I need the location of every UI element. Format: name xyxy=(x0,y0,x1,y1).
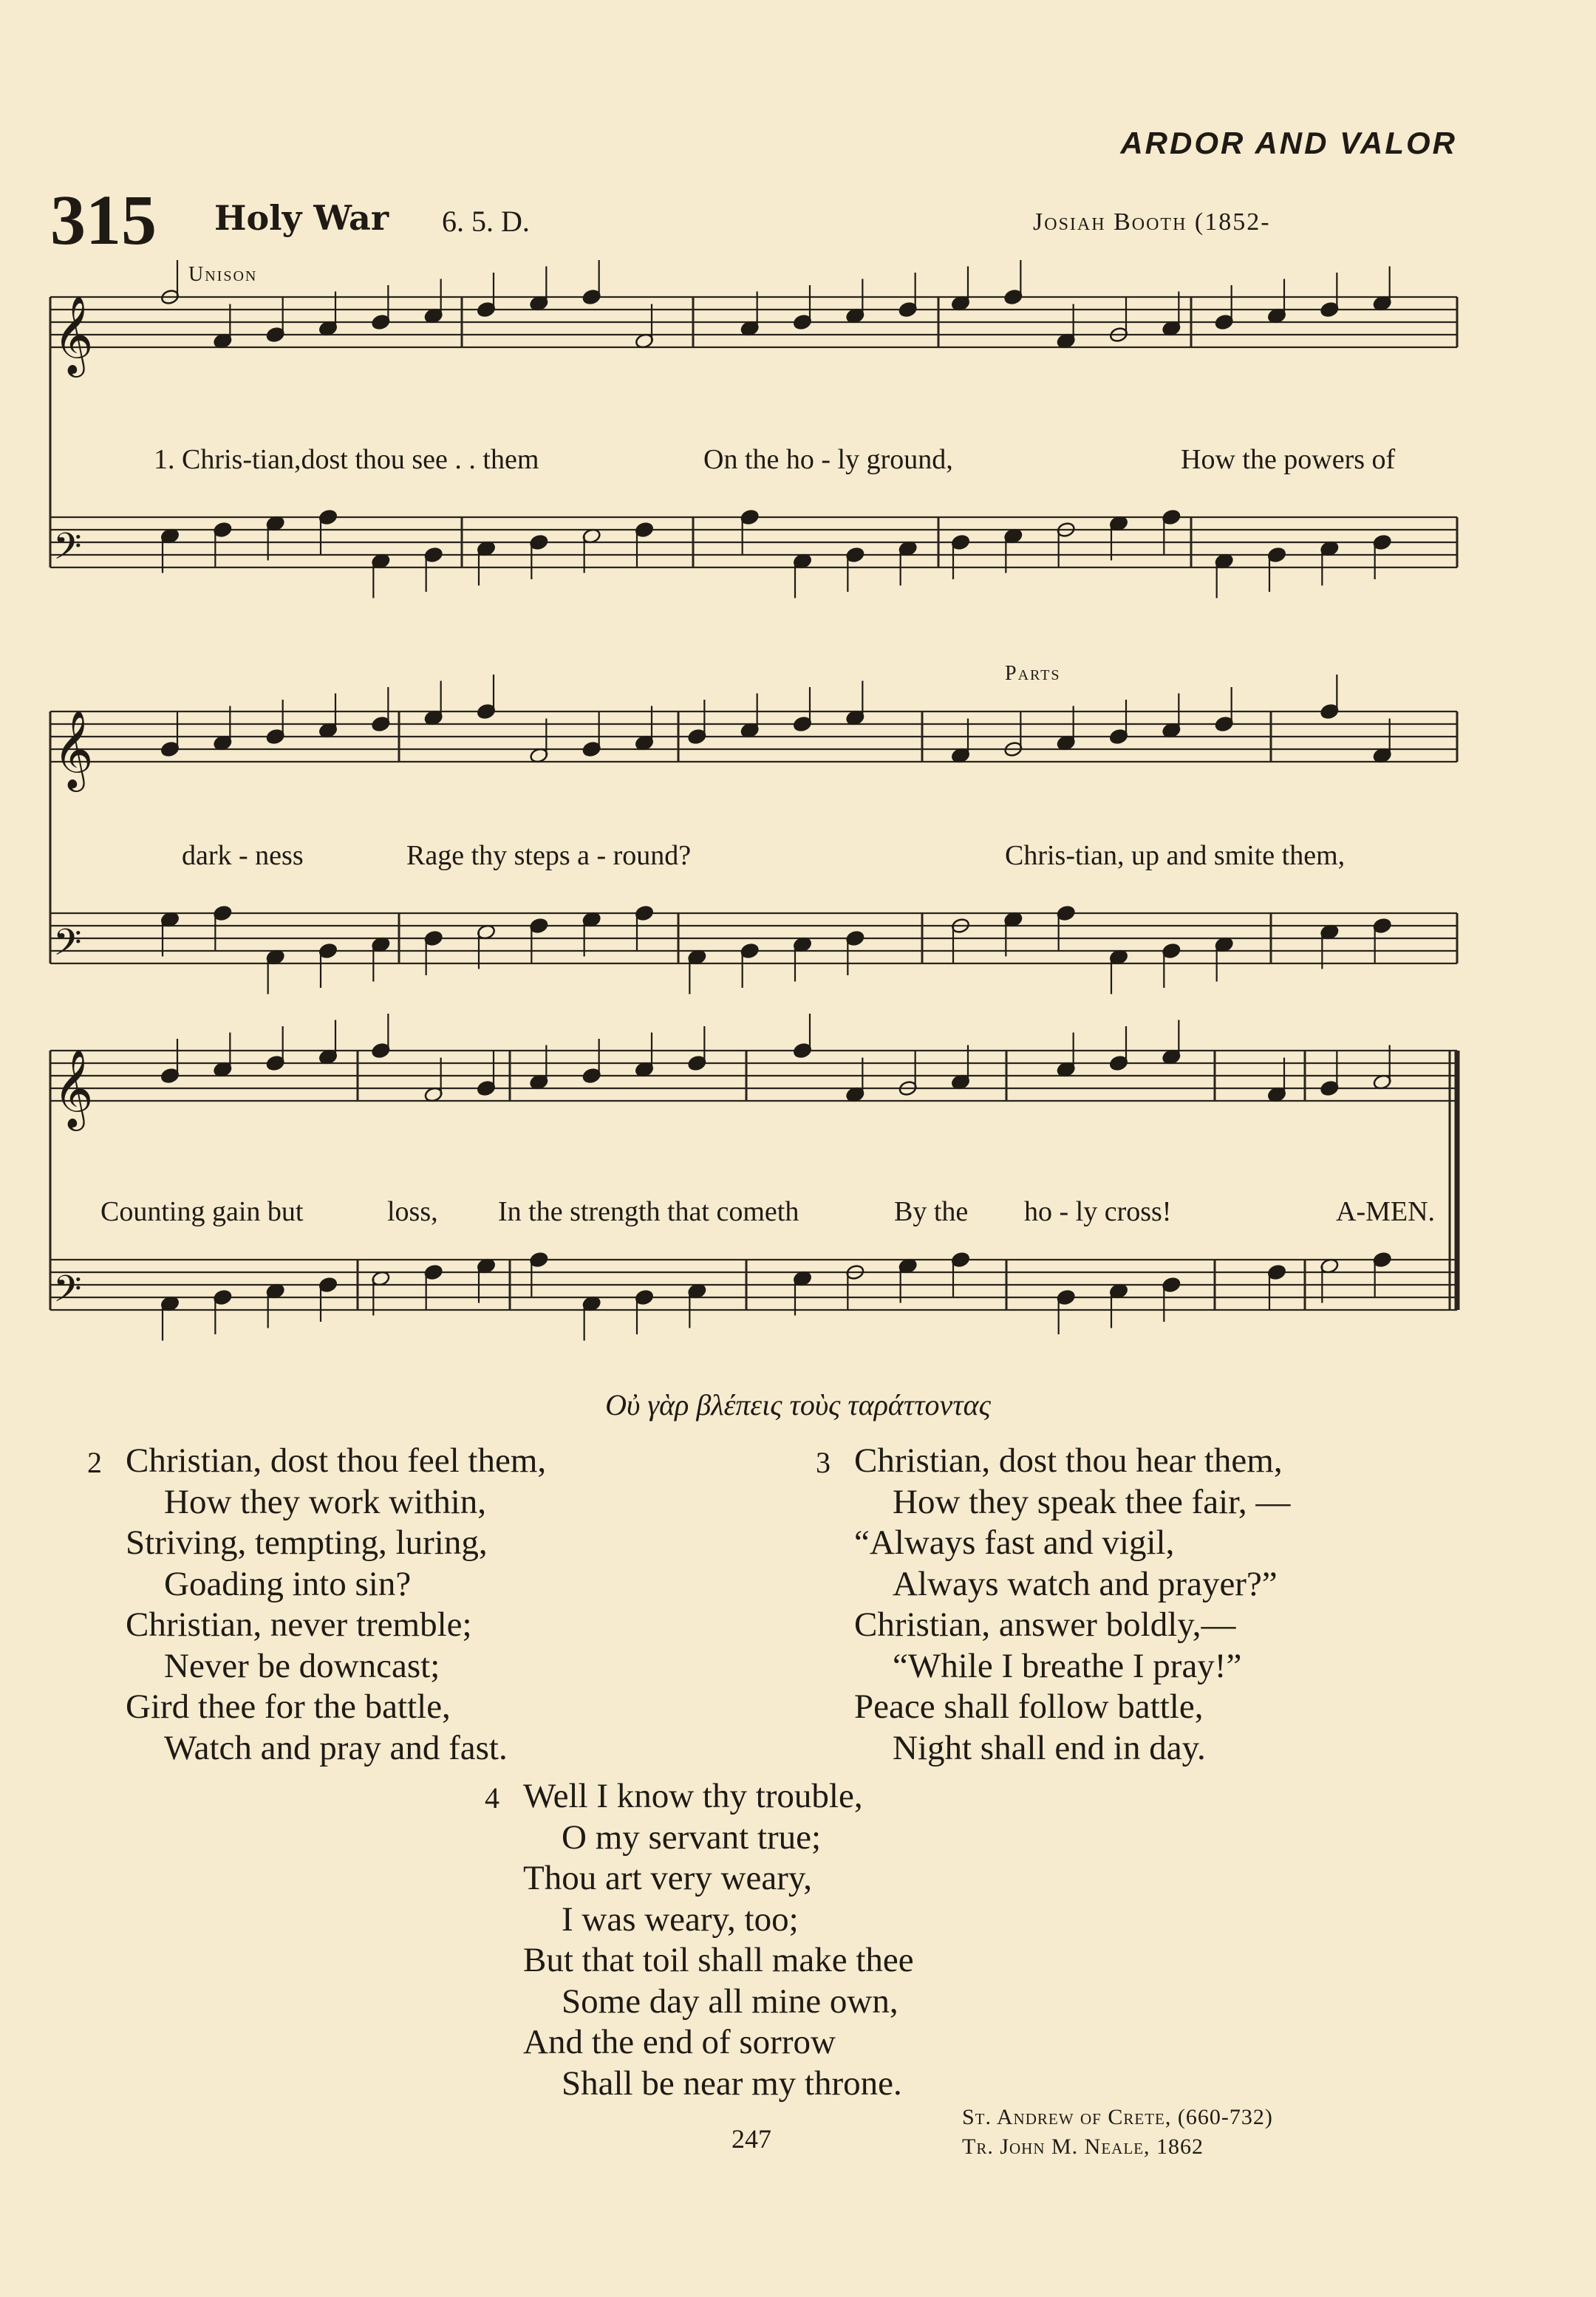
bass-clef: 𝄢 xyxy=(53,1268,82,1320)
stanza-line: “While I breathe I pray!” xyxy=(893,1646,1242,1685)
stanza-line: Gird thee for the battle, xyxy=(126,1687,451,1726)
treble-clef: 𝄞 xyxy=(53,1048,94,1127)
stanza-number: 2 xyxy=(87,1446,102,1479)
parts-label: Parts xyxy=(1005,662,1061,685)
stanza-line: Peace shall follow battle, xyxy=(854,1687,1204,1726)
stanza-3 xyxy=(816,1441,1291,1769)
lyric-line: On the ho - ly ground, xyxy=(703,444,953,475)
stanza-line: Shall be near my throne. xyxy=(562,2064,902,2103)
stanza-line: And the end of sorrow xyxy=(523,2023,836,2061)
stanza-line: I was weary, too; xyxy=(562,1900,799,1939)
bass-clef: 𝄢 xyxy=(53,525,82,577)
stanza-line: Christian, never tremble; xyxy=(126,1605,472,1644)
unison-label: Unison xyxy=(188,263,258,286)
stanza-line: Christian, answer boldly,— xyxy=(854,1605,1236,1644)
stanza-line: How they speak thee fair, — xyxy=(893,1482,1291,1521)
stanza-line: But that toil shall make thee xyxy=(523,1941,914,1979)
page-number: 247 xyxy=(732,2124,771,2154)
lyric-line: How the powers of xyxy=(1181,444,1396,475)
stanza-2 xyxy=(87,1441,547,1769)
tune-name: Holy War xyxy=(214,198,389,238)
meter: 6. 5. D. xyxy=(442,205,530,238)
stanza-line: Goading into sin? xyxy=(164,1564,412,1603)
lyric-line: dark - ness xyxy=(182,840,304,871)
stanza-line: Christian, dost thou feel them, xyxy=(126,1441,547,1480)
translator-credit: Tr. John M. Neale, 1862 xyxy=(962,2134,1204,2159)
lyric-line: By the xyxy=(894,1196,969,1227)
section-title: ARDOR AND VALOR xyxy=(1120,126,1457,160)
lyric-line: Counting gain but xyxy=(100,1196,304,1227)
stanza-line: Thou art very weary, xyxy=(523,1859,813,1897)
lyric-line: ho - ly cross! xyxy=(1024,1196,1172,1227)
stanza-line: How they work within, xyxy=(164,1482,487,1521)
stanza-line: Well I know thy trouble, xyxy=(523,1777,863,1815)
treble-clef: 𝄞 xyxy=(53,709,94,788)
stanza-line: Always watch and prayer?” xyxy=(893,1564,1278,1603)
stanza-line: “Always fast and vigil, xyxy=(854,1523,1175,1562)
treble-clef: 𝄞 xyxy=(53,295,94,374)
stanza-line: O my servant true; xyxy=(562,1818,822,1857)
lyric-line: Rage thy steps a - round? xyxy=(406,840,692,871)
stanza-4 xyxy=(485,1776,914,2104)
stanza-number: 4 xyxy=(485,1781,499,1815)
hymn-number: 315 xyxy=(50,180,157,259)
greek-motto: Οὐ γὰρ βλέπεις τοὺς ταράττοντας xyxy=(605,1388,991,1421)
attribution xyxy=(962,2103,1273,2162)
stanza-number: 3 xyxy=(816,1446,831,1479)
stanza-line: Night shall end in day. xyxy=(893,1728,1206,1767)
lyric-line: In the strength that cometh xyxy=(498,1196,799,1227)
bass-clef: 𝄢 xyxy=(53,921,82,973)
lyric-line: A-MEN. xyxy=(1336,1196,1436,1227)
stanza-line: Never be downcast; xyxy=(164,1646,440,1685)
stanza-line: Watch and pray and fast. xyxy=(164,1728,508,1767)
stanza-line: Some day all mine own, xyxy=(562,1982,898,2021)
lyric-line: loss, xyxy=(387,1196,438,1227)
author-credit: St. Andrew of Crete, (660-732) xyxy=(962,2105,1273,2129)
lyric-line: Chris-tian, up and smite them, xyxy=(1005,840,1346,871)
clefs xyxy=(53,295,93,1320)
lyric-line: 1. Chris-tian,dost thou see . . them xyxy=(154,444,539,475)
stanza-line: Christian, dost thou hear them, xyxy=(854,1441,1283,1480)
stanza-line: Striving, tempting, luring, xyxy=(126,1523,488,1562)
composer: Josiah Booth (1852- xyxy=(1033,208,1271,236)
notes xyxy=(160,260,1392,1341)
